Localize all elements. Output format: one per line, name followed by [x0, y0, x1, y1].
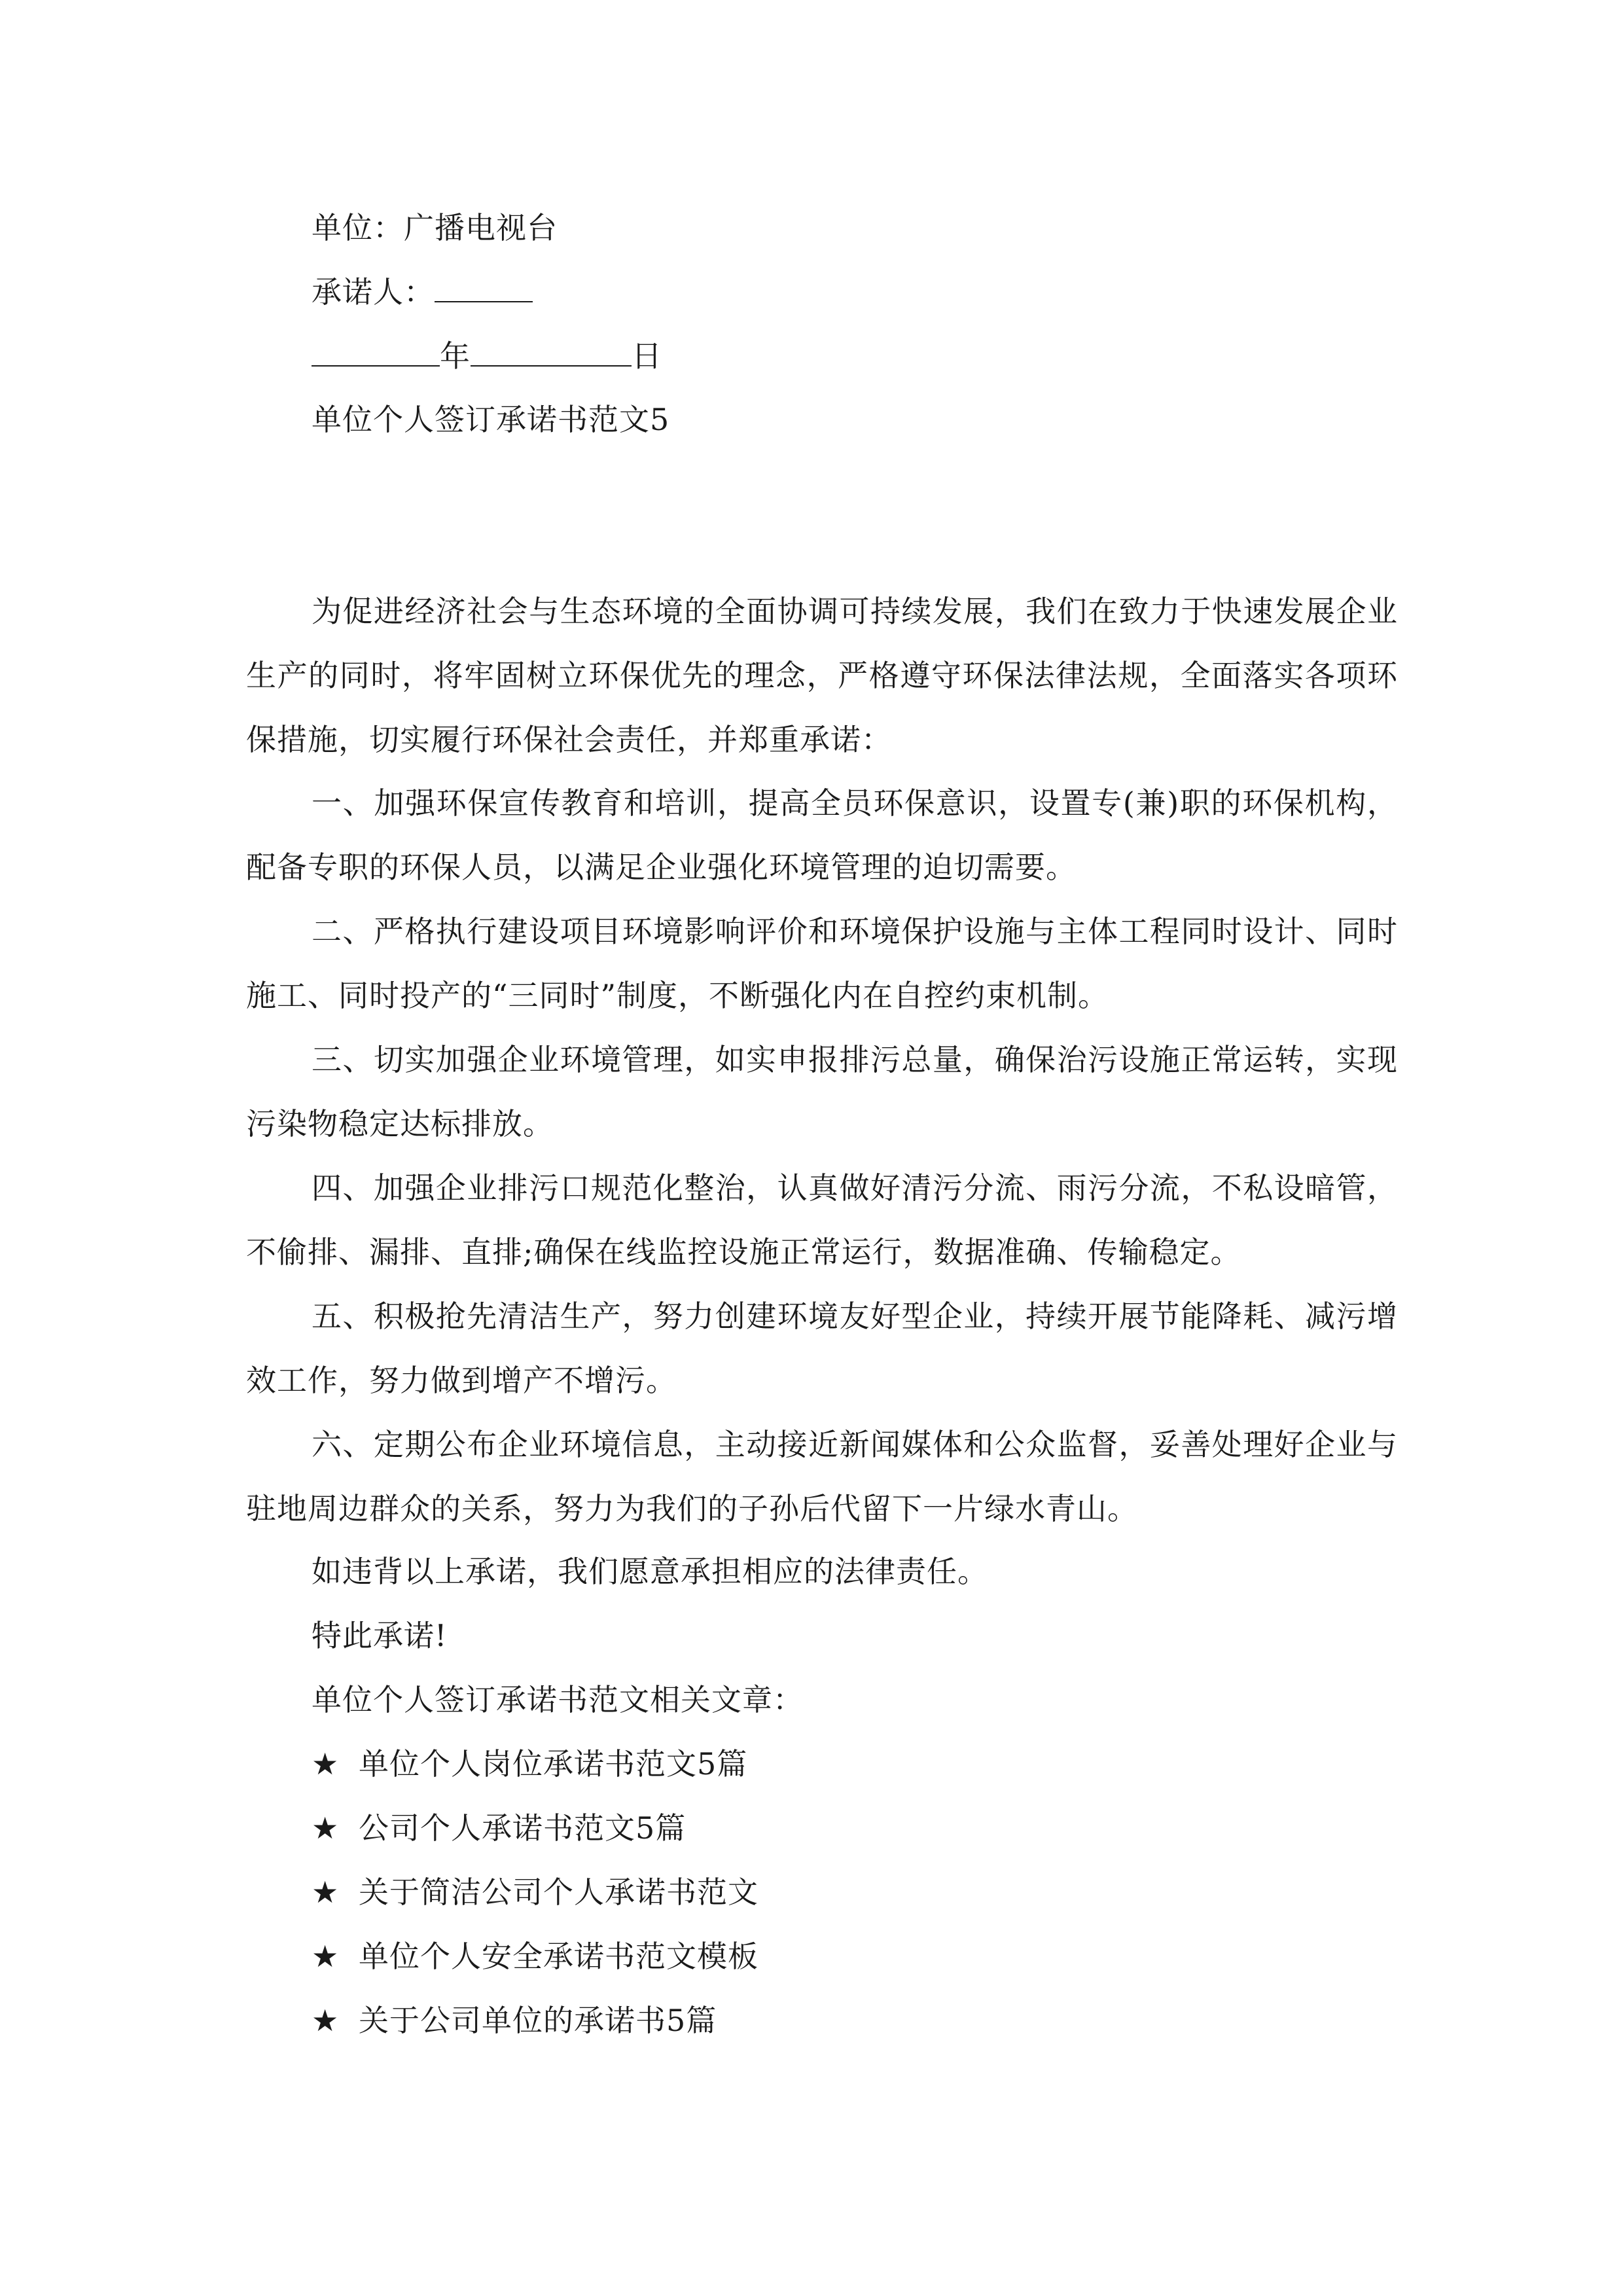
- star-icon: ★: [312, 2003, 340, 2038]
- star-icon: ★: [312, 1874, 340, 1910]
- liability-statement: 如违背以上承诺，我们愿意承担相应的法律责任。: [312, 1554, 988, 1589]
- commitment-item-1: 一、加强环保宣传教育和培训，提高全员环保意识，设置专(兼)职的环保机构，配备专职的环保人员，以满足企业强化环境管理的迫切需要。: [246, 785, 1398, 885]
- related-link-text[interactable]: 关于简洁公司个人承诺书范文: [359, 1874, 758, 1910]
- related-link-5[interactable]: [312, 2000, 717, 2041]
- related-link-text[interactable]: 公司个人承诺书范文5篇: [359, 1810, 687, 1846]
- related-link-text[interactable]: 单位个人岗位承诺书范文5篇: [359, 1746, 748, 1782]
- day-blank: [471, 336, 632, 367]
- related-link-4[interactable]: [312, 1936, 758, 1977]
- related-link-2[interactable]: [312, 1808, 686, 1848]
- promiser-label: 承诺人：: [312, 274, 435, 310]
- star-icon: ★: [312, 1939, 340, 1974]
- sample-title: 单位个人签订承诺书范文5: [312, 402, 670, 437]
- year-blank: [312, 336, 440, 367]
- commitment-item-2: 二、严格执行建设项目环境影响评价和环境保护设施与主体工程同时设计、同时施工、同时投产的“三同时”制度，不断强化内在自控约束机制。: [246, 914, 1398, 1013]
- related-link-text[interactable]: 关于公司单位的承诺书5篇: [359, 2003, 717, 2038]
- related-heading: 单位个人签订承诺书范文相关文章：: [312, 1682, 804, 1717]
- commitment-item-4: 四、加强企业排污口规范化整治，认真做好清污分流、雨污分流，不私设暗管，不偷排、漏排、直排;确保在线监控设施正常运行，数据准确、传输稳定。: [246, 1170, 1398, 1270]
- day-label: 日: [632, 338, 662, 374]
- related-link-3[interactable]: [312, 1872, 758, 1912]
- closing-statement: 特此承诺!: [312, 1618, 448, 1653]
- intro-paragraph: 为促进经济社会与生态环境的全面协调可持续发展，我们在致力于快速发展企业生产的同时，将牢固树立环保优先的理念，严格遵守环保法律法规，全面落实各项环保措施，切实履行环保社会责任，并郑重承诺：: [246, 594, 1398, 757]
- unit-line: 单位：广播电视台: [312, 210, 558, 245]
- commitment-item-3: 三、切实加强企业环境管理，如实申报排污总量，确保治污设施正常运转，实现污染物稳定达标排放。: [246, 1042, 1398, 1141]
- date-line: [312, 336, 662, 376]
- star-icon: ★: [312, 1746, 340, 1782]
- year-label: 年: [440, 338, 471, 374]
- promiser-blank: [435, 272, 533, 302]
- related-link-1[interactable]: [312, 1744, 747, 1784]
- star-icon: ★: [312, 1810, 340, 1846]
- promiser-line: [312, 272, 533, 312]
- related-link-text[interactable]: 单位个人安全承诺书范文模板: [359, 1939, 758, 1974]
- commitment-item-5: 五、积极抢先清洁生产，努力创建环境友好型企业，持续开展节能降耗、减污增效工作，努力做到增产不增污。: [246, 1299, 1398, 1398]
- commitment-item-6: 六、定期公布企业环境信息，主动接近新闻媒体和公众监督，妥善处理好企业与驻地周边群众的关系，努力为我们的子孙后代留下一片绿水青山。: [246, 1427, 1398, 1526]
